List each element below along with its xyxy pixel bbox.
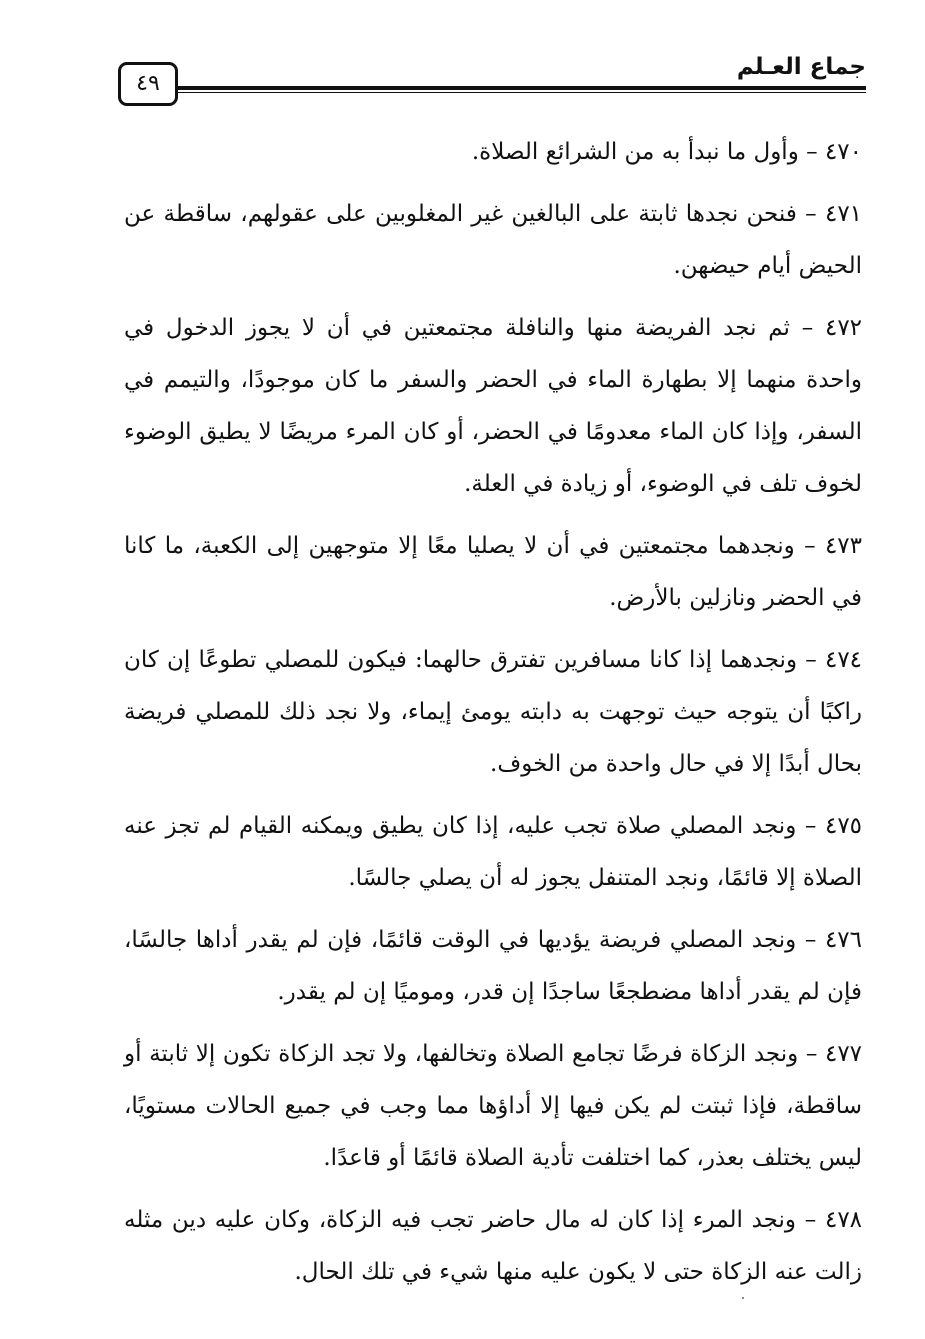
scan-speck (742, 1297, 744, 1299)
header-rule (176, 86, 866, 93)
paragraph-476 (124, 914, 862, 1018)
paragraph-470 (124, 126, 862, 178)
separator: – (801, 315, 814, 341)
paragraph-474 (124, 634, 862, 790)
book-title: جماع العـلم (725, 54, 866, 80)
paragraph-number: ٤٧١ (824, 201, 863, 227)
paragraph-number: ٤٧٤ (824, 647, 863, 673)
separator: – (805, 647, 817, 673)
paragraph-text: ونجد المرء إذا كان له مال حاضر تجب فيه الزكاة، وكان عليه دين مثله زالت عنه الزكاة حتى لا يكون عليه منها شيء في تلك الحال. (124, 1207, 862, 1285)
paragraph-number: ٤٧٨ (824, 1207, 863, 1233)
separator: – (804, 1207, 817, 1233)
paragraph-text: فنحن نجدها ثابتة على البالغين غير المغلوبين على عقولهم، ساقطة عن الحيض أيام حيضهن. (124, 201, 862, 279)
paragraph-text: وأول ما نبدأ به من الشرائع الصلاة. (471, 139, 799, 165)
paragraph-472 (124, 302, 862, 510)
page-body (124, 126, 862, 1308)
separator: – (806, 139, 818, 165)
paragraph-473 (124, 520, 862, 624)
paragraph-471 (124, 188, 862, 292)
paragraph-text: ونجد الزكاة فرضًا تجامع الصلاة وتخالفها، ولا تجد الزكاة تكون إلا ثابتة أو ساقطة، فإذا ثبتت لم يكن فيها إلا أداؤها مما وجب في جميع الحالات مستويًا، ليس يختلف بعذر، كما اختلفت تأدية الصلاة قائمًا أو قاعدًا. (124, 1041, 862, 1171)
paragraph-text: ونجد المصلي صلاة تجب عليه، إذا كان يطيق ويمكنه القيام لم تجز عنه الصلاة إلا قائمًا، ونجد المتنفل يجوز له أن يصلي جالسًا. (124, 813, 862, 891)
paragraph-number: ٤٧٥ (824, 813, 863, 839)
paragraph-text: ونجدهما مجتمعتين في أن لا يصليا معًا إلا متوجهين إلى الكعبة، ما كانا في الحضر ونازلين بالأرض. (124, 533, 862, 611)
separator: – (804, 533, 816, 559)
paragraph-text: ونجدهما إذا كانا مسافرين تفترق حالهما: فيكون للمصلي تطوعًا إن كان راكبًا أن يتوجه حيث توجهت به دابته يومئ إيماء، ولا نجد ذلك للمصلي فريضة بحال أبدًا إلا في حال واحدة من الخوف. (124, 647, 862, 777)
separator: – (805, 201, 817, 227)
paragraph-number: ٤٧٣ (824, 533, 863, 559)
paragraph-475 (124, 800, 862, 904)
page-header (118, 52, 866, 108)
paragraph-478 (124, 1194, 862, 1298)
separator: – (804, 927, 817, 953)
paragraph-477 (124, 1028, 862, 1184)
paragraph-text: ونجد المصلي فريضة يؤديها في الوقت قائمًا، فإن لم يقدر أداها جالسًا، فإن لم يقدر أداها مضطجعًا ساجدًا إن قدر، وموميًا إن لم يقدر. (124, 927, 862, 1005)
paragraph-number: ٤٧٢ (824, 315, 863, 341)
paragraph-number: ٤٧٧ (824, 1041, 863, 1067)
paragraph-number: ٤٧٠ (824, 139, 862, 165)
separator: – (805, 1041, 818, 1067)
paragraph-text: ثم نجد الفريضة منها والنافلة مجتمعتين في أن لا يجوز الدخول في واحدة منهما إلا بطهارة الماء في الحضر والسفر ما كان موجودًا، والتيمم في السفر، وإذا كان الماء معدومًا في الحضر، أو كان المرء مريضًا لا يطيق الوضوء لخوف تلف في الوضوء، أو زيادة في العلة. (124, 315, 862, 497)
separator: – (804, 813, 817, 839)
paragraph-number: ٤٧٦ (824, 927, 863, 953)
page-number: ٤٩ (118, 62, 178, 106)
